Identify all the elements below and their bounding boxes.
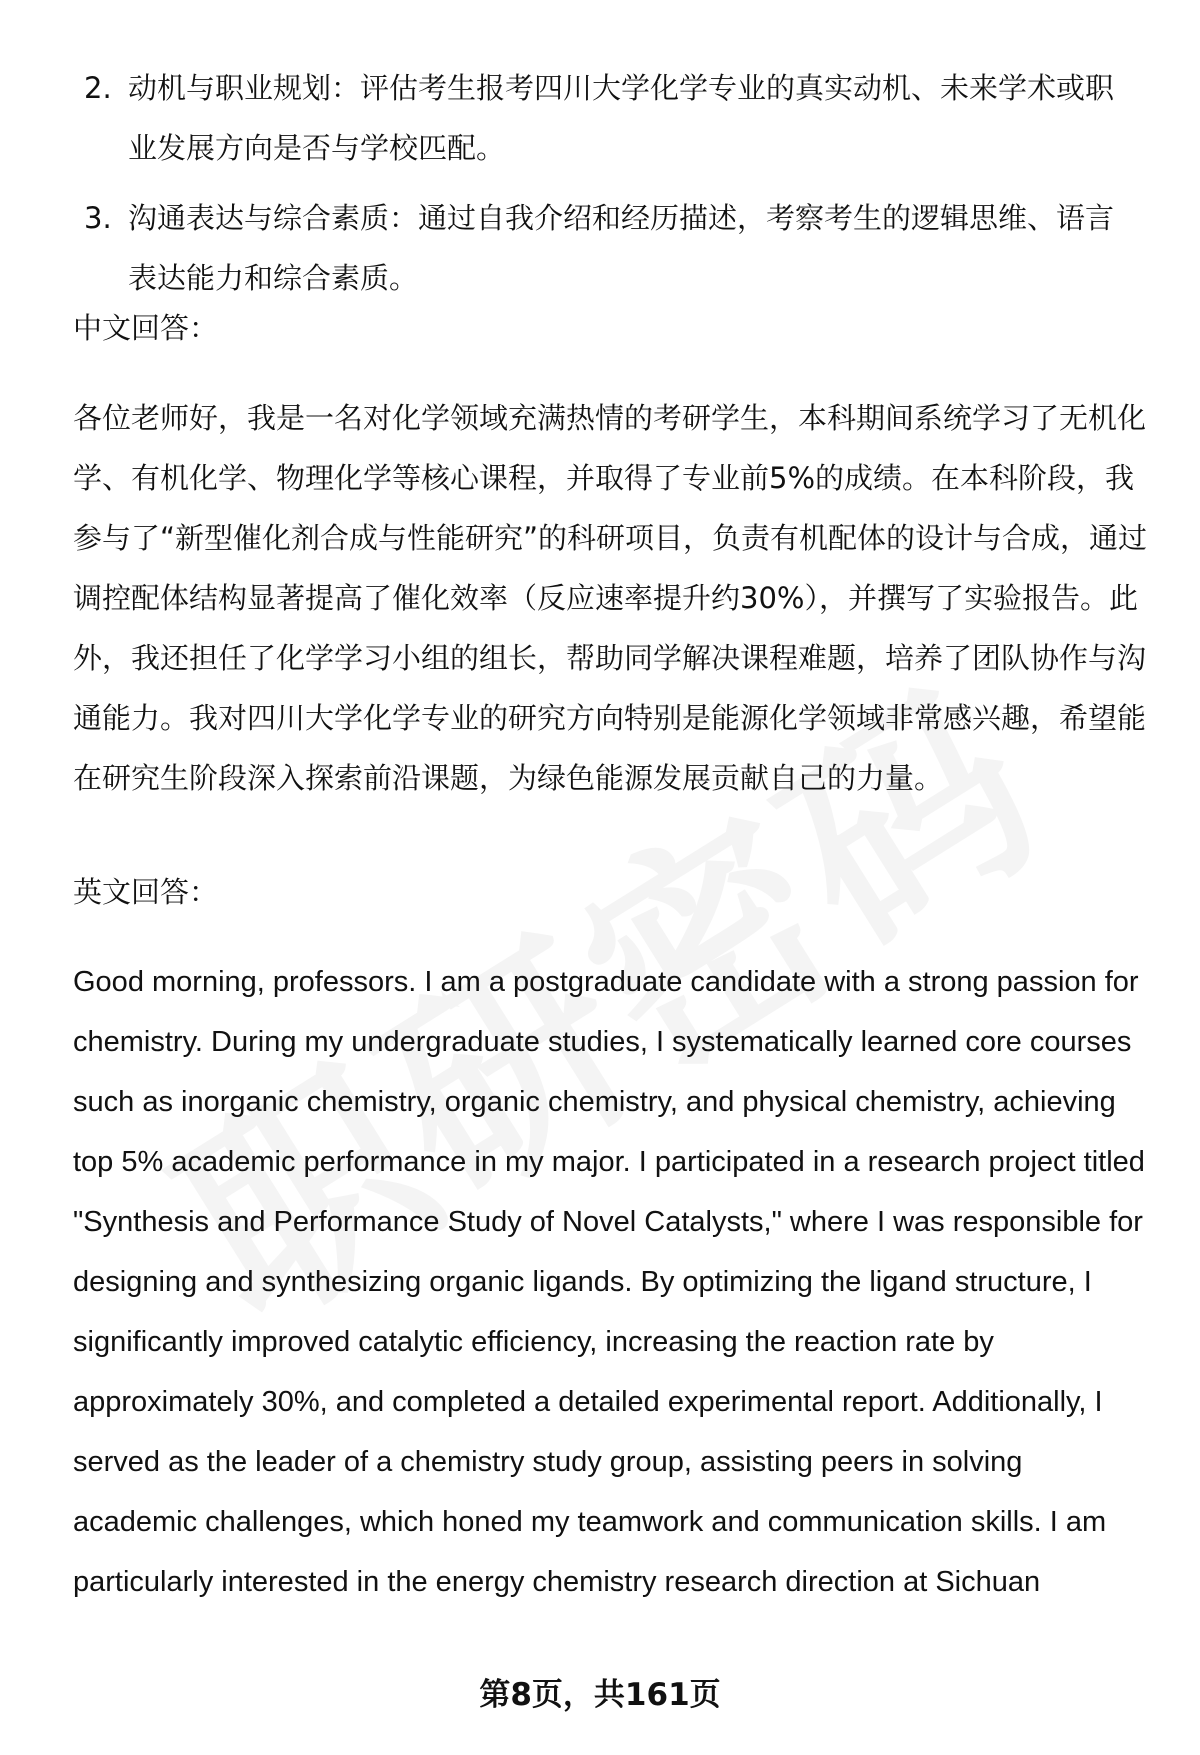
criteria-list	[80, 58, 1140, 318]
list-item-text: 动机与职业规划：评估考生报考四川大学化学专业的真实动机、未来学术或职业发展方向是否与学校匹配。	[128, 71, 1115, 165]
chinese-answer-body: 各位老师好，我是一名对化学领域充满热情的考研学生，本科期间系统学习了无机化学、有机化学、物理化学等核心课程，并取得了专业前5%的成绩。在本科阶段，我参与了“新型催化剂合成与性能研究”的科研项目，负责有机配体的设计与合成，通过调控配体结构显著提高了催化效率（反应速率提升约30%），并撰写了实验报告。此外，我还担任了化学学习小组的组长，帮助同学解决课程难题，培养了团队协作与沟通能力。我对四川大学化学专业的研究方向特别是能源化学领域非常感兴趣，希望能在研究生阶段深入探索前沿课题，为绿色能源发展贡献自己的力量。	[73, 401, 1148, 795]
page-number-footer: 第8页，共161页	[479, 1677, 721, 1713]
english-answer-title: 英文回答：	[73, 875, 219, 909]
chinese-answer-title: 中文回答：	[73, 311, 219, 345]
list-item	[80, 188, 1140, 308]
list-item	[80, 58, 1140, 178]
english-answer-body: Good morning, professors. I am a postgraduate candidate with a strong passion for chemistry. During my undergraduate studies, I systematically learned core courses such as inorganic chemistry, organic chemistry, and physical chemistry, achieving top 5% academic performance in my major. I participated in a research project titled "Synthesis and Performance Study of Novel Catalysts," where I was responsible for designing and synthesizing organic ligands. By optimizing the ligand structure, I significantly improved catalytic efficiency, increasing the reaction rate by approximately 30%, and completed a detailed experimental report. Additionally, I served as the leader of a chemistry study group, assisting peers in solving academic challenges, which honed my teamwork and communication skills. I am particularly interested in the energy chemistry research direction at Sichuan	[73, 966, 1145, 1598]
list-item-text: 沟通表达与综合素质：通过自我介绍和经历描述，考察考生的逻辑思维、语言表达能力和综合素质。	[128, 201, 1115, 295]
list-item-number: 2.	[84, 71, 112, 105]
list-item-number: 3.	[84, 201, 112, 235]
